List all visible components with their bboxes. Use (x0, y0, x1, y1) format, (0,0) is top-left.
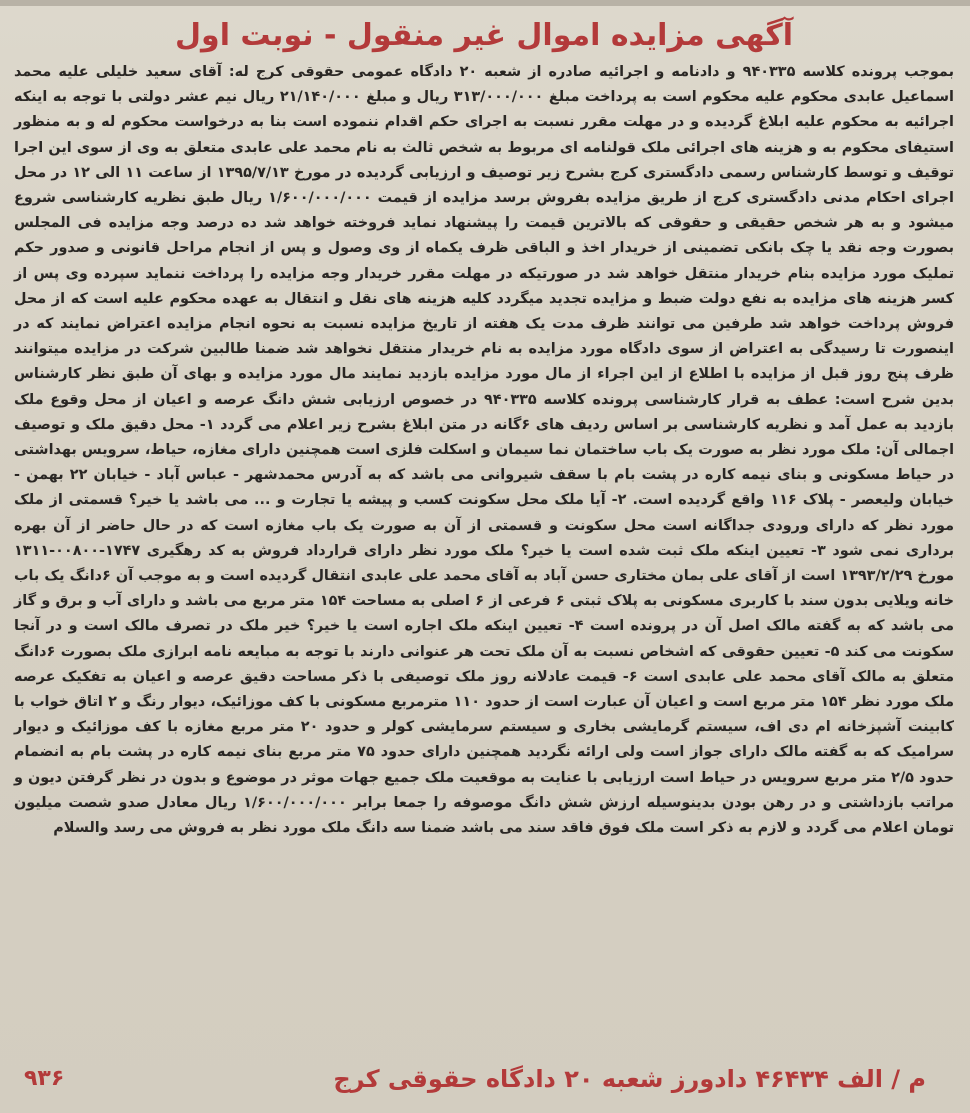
notice-footer (24, 1059, 946, 1099)
notice-body: بموجب پرونده کلاسه ۹۴۰۳۳۵ و دادنامه و اجرائیه صادره از شعبه ۲۰ دادگاه عمومی حقوقی کرج له: آقای سعید خلیلی علیه محمد اسماعیل عابدی محکوم علیه محکوم است به پرداخت مبلغ ۳۱۳/۰۰۰/۰۰۰ ریال و مبلغ ۲۱/۱۴۰/۰۰۰ ریال نیم عشر دولتی با توجه به اینکه اجرائیه به محکوم علیه ابلاغ گردیده و در مهلت مقرر نسبت به اجرای حکم اقدام ننموده است بنا به درخواست محکوم له و به منظور استیفای محکوم به و هزینه های اجرائی ملک قولنامه ای مربوط به شخص ثالث به نام محمد علی عابدی متعلق به وی از سوی این اجرا توقیف و توسط کارشناس رسمی دادگستری کرج بشرح زیر توصیف و ارزیابی گردیده در مورخ ۱۳۹۵/۷/۱۳ از ساعت ۱۱ الی ۱۲ در محل اجرای احکام مدنی دادگستری کرج از طریق مزایده بفروش برسد مزایده از قیمت ۱/۶۰۰/۰۰۰/۰۰۰ ریال طبق نظریه کارشناسی شروع میشود و به هر شخص حقیقی و حقوقی که بالاترین قیمت را پیشنهاد نماید فروخته خواهد شد ده درصد وجه مزایده فی المجلس بصورت وجه نقد یا چک بانکی تضمینی از خریدار اخذ و الباقی ظرف یکماه از وی وصول و پس از انجام مراحل قانونی و صدور حکم تملیک مورد مزایده بنام خریدار منتقل خواهد شد در صورتیکه در مهلت مقرر خریدار وجه مزایده را پرداخت ننماید سپرده وی پس از کسر هزینه های مزایده به نفع دولت ضبط و مزایده تجدید میگردد کلیه هزینه های نقل و انتقال به عهده محکوم علیه است که از محل فروش پرداخت خواهد شد طرفین می توانند ظرف مدت یک هفته از تاریخ مزایده نسبت به نحوه انجام مزایده اعتراض نمایند که در اینصورت تا رسیدگی به اعتراض از سوی دادگاه مورد مزایده به نام خریدار منتقل نخواهد شد ضمنا طالبین شرکت در مزایده میتوانند ظرف پنج روز قبل از مزایده با اطلاع از این اجراء از مال مورد مزایده بازدید نمایند مال مورد مزایده و بهای آن طبق نظر کارشناس بدین شرح است: عطف به قرار کارشناسی پرونده کلاسه ۹۴۰۳۳۵ در خصوص ارزیابی شش دانگ عرصه و اعیان از محل وقوع ملک بازدید به عمل آمد و نظریه کارشناسی بر اساس ردیف های ۶گانه در متن ابلاغ بشرح زیر اعلام می گردد ۱- محل دقیق ملک و توصیف اجمالی آن: ملک مورد نظر به صورت یک باب ساختمان نما سیمان و اسکلت فلزی است همچنین دارای مغازه، حیاط، سرویس بهداشتی در حیاط مسکونی و بنای نیمه کاره در پشت بام با سقف شیروانی می باشد که به آدرس محمدشهر - عباس آباد - خیابان ۲۲ بهمن - خیابان ولیعصر - پلاک ۱۱۶ واقع گردیده است. ۲- آیا ملک محل سکونت کسب و پیشه یا تجارت و ... می باشد یا خیر؟ قسمتی از ملک مورد نظر که دارای ورودی جداگانه است محل سکونت و قسمتی از آن به صورت یک باب مغازه است که در حال حاضر از آن بهره برداری نمی شود ۳- تعیین اینکه ملک ثبت شده است یا خیر؟ ملک مورد نظر دارای قرارداد فروش به کد رهگیری ۱۷۴۷-۰۰۸۰۰-۱۳۱۱ مورخ ۱۳۹۳/۲/۲۹ است از آقای علی بمان مختاری حسن آباد به آقای محمد علی عابدی انتقال گردیده است و به موجب آن ۶دانگ یک باب خانه ویلایی بدون سند با کاربری مسکونی به پلاک ثبتی ۶ فرعی از ۶ اصلی به مساحت ۱۵۴ متر مربع می باشد و دارای آب و برق و گاز می باشد که به گفته مالک اصل آن در پرونده است ۴- تعیین اینکه ملک اجاره است یا خیر؟ خیر ملک در تصرف مالک است و در آنجا سکونت می کند ۵- تعیین حقوقی که اشخاص نسبت به آن ملک تحت هر عنوانی دارند با توجه به مبایعه نامه ابرازی ملک بصورت ۶دانگ متعلق به مالک آقای محمد علی عابدی است ۶- قیمت عادلانه روز ملک توصیفی با ذکر مساحت دقیق عرصه و اعیان به تفکیک عرصه ملک مورد نظر ۱۵۴ متر مربع است و اعیان آن عبارت است از حدود ۱۱۰ مترمربع مسکونی با کف موزائیک، دیوار رنگ و ۲ اتاق خواب با کابینت آشپزخانه ام دی اف، سیستم گرمایشی بخاری و سیستم سرمایشی کولر و حدود ۲۰ متر مربع مغازه با کف موزائیک و دیوار سرامیک که به گفته مالک دارای جواز است ولی ارائه نگردید همچنین دارای حدود ۷۵ متر مربع بنای نیمه کاره در پشت بام به انضمام حدود ۲/۵ متر مربع سرویس در حیاط است ارزیابی با عنایت به موقعیت ملک جمیع جهات موثر در موضوع و بدون در نظر گرفتن دیون و مراتب بازداشتی و در رهن بودن بدینوسیله ارزش شش دانگ موصوفه را جمعا برابر ۱/۶۰۰/۰۰۰/۰۰۰ ریال معادل صدو شصت میلیون تومان اعلام می گردد و لازم به ذکر است ملک فوق فاقد سند می باشد ضمنا سه دانگ ملک مورد نظر به فروش می رسد والسلام (13, 64, 955, 837)
clipping-top-edge (0, 0, 970, 6)
footer-signature: م / الف ۴۶۴۳۴ دادورز شعبه ۲۰ دادگاه حقوقی کرج (333, 1065, 926, 1093)
footer-code: ۹۳۶ (24, 1066, 65, 1091)
notice-title: آگهی مزایده اموال غیر منقول - نوبت اول (175, 18, 793, 53)
